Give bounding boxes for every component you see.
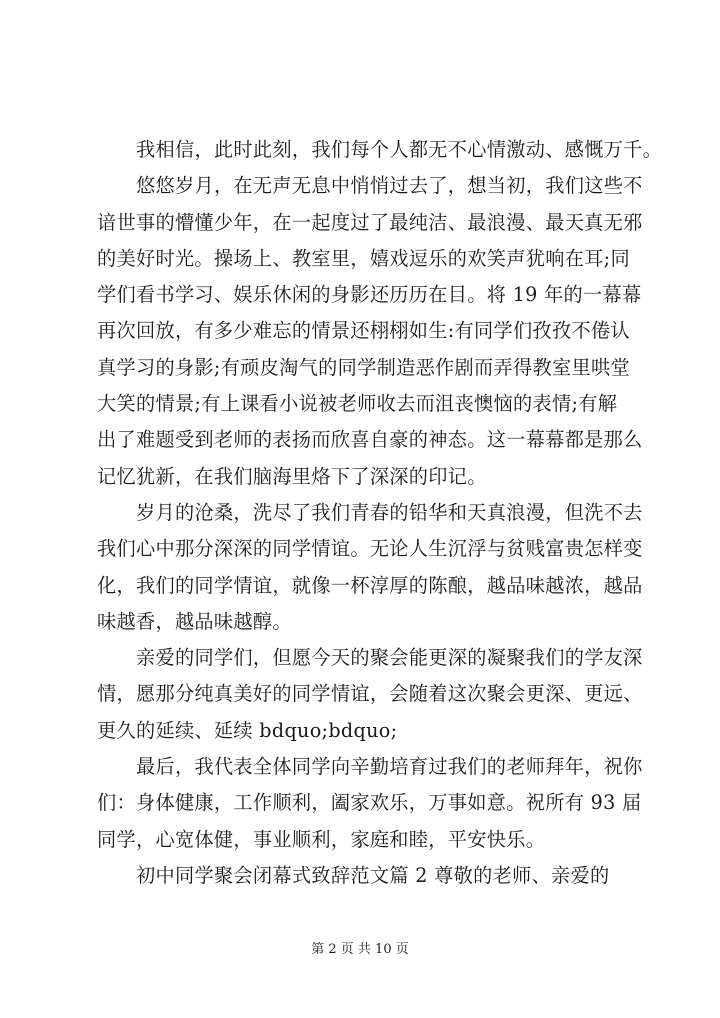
text-line: 我们心中那分深深的同学情谊。无论人生沉浮与贫贱富贵怎样变 <box>97 537 643 561</box>
document-body <box>97 136 663 898</box>
paragraph <box>97 499 657 644</box>
text-line: 情，愿那分纯真美好的同学情谊，会随着这次聚会更深、更远、 <box>97 682 643 706</box>
text-line: 谙世事的懵懂少年，在一起度过了最纯洁、最浪漫、最天真无邪 <box>97 210 643 234</box>
text-line: 悠悠岁月，在无声无息中悄悄过去了，想当初，我们这些不 <box>136 174 643 198</box>
text-line: 同学，心宽体健，事业顺利，家庭和睦，平安快乐。 <box>97 827 546 851</box>
text-line: 最后，我代表全体同学向辛勤培育过我们的老师拜年，祝你 <box>136 755 643 779</box>
paragraph <box>97 644 657 753</box>
text-line: 更久的延续、延续 bdquo;bdquo; <box>97 718 398 742</box>
text-line: 味越香，越品味越醇。 <box>97 609 292 633</box>
page-number-footer: 第 2 页 共 10 页 <box>311 942 409 957</box>
paragraph <box>97 753 657 862</box>
text-line: 大笑的情景;有上课看小说被老师收去而沮丧懊恼的表情;有解 <box>97 392 618 416</box>
text-line: 出了难题受到老师的表扬而欣喜自豪的神态。这一幕幕都是那么 <box>97 428 643 452</box>
text-line: 化，我们的同学情谊，就像一杯淳厚的陈酿，越品味越浓，越品 <box>97 573 643 597</box>
text-line: 们：身体健康，工作顺利，阖家欢乐，万事如意。祝所有 93 届 <box>97 791 642 815</box>
paragraph <box>97 862 657 898</box>
text-line: 初中同学聚会闭幕式致辞范文篇 2 尊敬的老师、亲爱的 <box>136 863 610 887</box>
text-line: 的美好时光。操场上、教室里，嬉戏逗乐的欢笑声犹响在耳;同 <box>97 246 630 270</box>
paragraph <box>97 172 657 499</box>
text-line: 岁月的沧桑，洗尽了我们青春的铅华和天真浪漫，但洗不去 <box>136 500 643 524</box>
text-line: 真学习的身影;有顽皮淘气的同学制造恶作剧而弄得教室里哄堂 <box>97 355 630 379</box>
paragraph <box>97 136 663 172</box>
text-line: 我相信，此时此刻，我们每个人都无不心情激动、感慨万千。 <box>136 138 663 161</box>
text-line: 记忆犹新，在我们脑海里烙下了深深的印记。 <box>97 464 487 488</box>
text-line: 亲爱的同学们，但愿今天的聚会能更深的凝聚我们的学友深 <box>136 646 643 670</box>
text-line: 学们看书学习、娱乐休闲的身影还历历在目。将 19 年的一幕幕 <box>97 283 642 307</box>
text-line: 再次回放，有多少难忘的情景还栩栩如生:有同学们孜孜不倦认 <box>97 319 630 343</box>
